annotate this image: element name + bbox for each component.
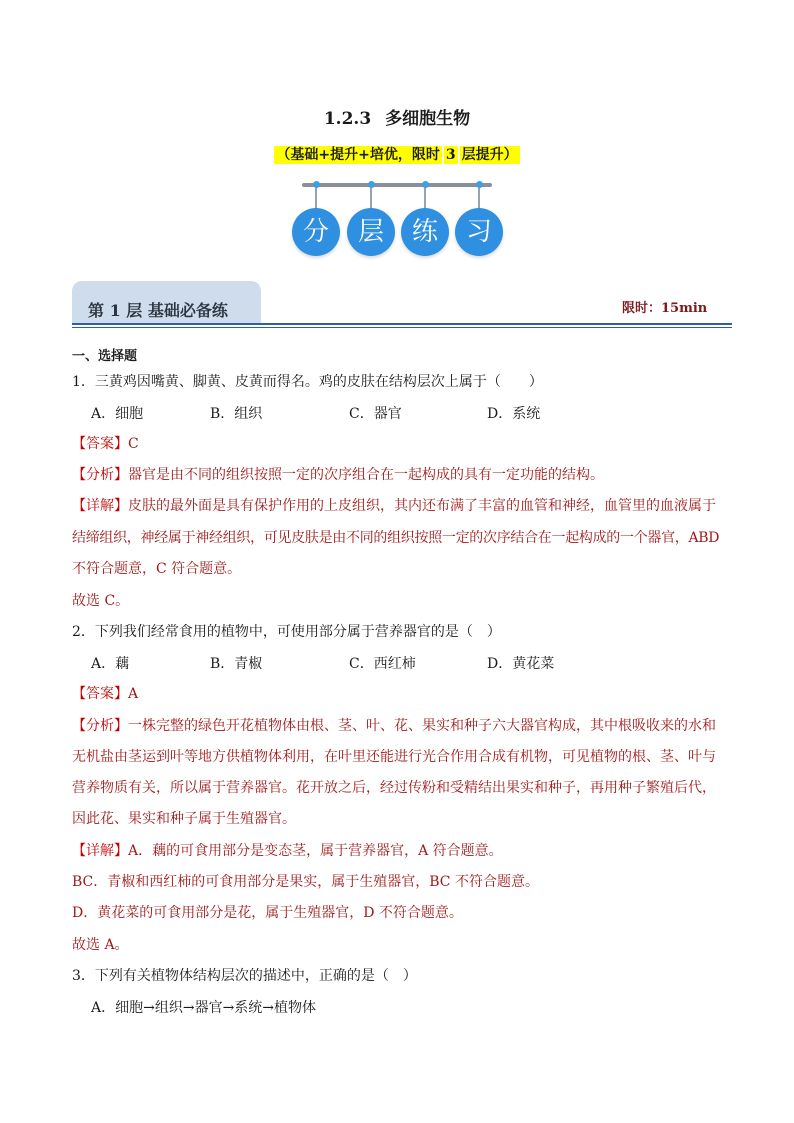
banner-rail (302, 183, 492, 187)
detail-tag: 【详解】 (72, 843, 128, 859)
heading-rule-thin (72, 327, 732, 328)
q1-option-b: B．组织 (210, 406, 263, 422)
badge-lian: 练 (401, 208, 449, 256)
title-text: 多细胞生物 (385, 109, 471, 129)
q2-analysis-line-3: 营养物质有关，所以属于营养器官。花开放之后，经过传粉和受精结出果实和种子，再用种子繁殖后代， (72, 780, 716, 796)
subtitle-part-a: （基础+提升+培优，限时 (276, 147, 440, 163)
page-title (0, 104, 794, 129)
q2-option-a: A．藕 (91, 656, 130, 672)
layer-heading: 第 1 层 基础必备练 (88, 301, 228, 320)
q1-answer (72, 434, 139, 454)
q2-detail-line-3: D．黄花菜的可食用部分是花，属于生殖器官，D 不符合题意。 (72, 905, 463, 921)
banner-stem (424, 186, 426, 210)
analysis-text: 器官是由不同的组织按照一定的次序组合在一起构成的具有一定功能的结构。 (128, 467, 604, 483)
heading-rule (72, 323, 732, 325)
q2-analysis-line-2: 无机盐由茎运到叶等地方供植物体利用，在叶里还能进行光合作用合成有机物，可见植物的根、茎、叶与 (72, 749, 716, 765)
banner-dot (476, 181, 483, 188)
section-heading: 一、选择题 (72, 349, 138, 364)
q1-detail-line-1 (72, 496, 716, 516)
answer-tag: 【答案】 (72, 436, 128, 452)
detail-tag: 【详解】 (72, 498, 128, 514)
analysis-tag: 【分析】 (72, 467, 128, 483)
banner-dot (313, 181, 320, 188)
detail-text: 皮肤的最外面是具有保护作用的上皮组织，其内还布满了丰富的血管和神经，血管里的血液属于 (128, 498, 716, 514)
q2-answer (72, 684, 138, 704)
q1-choose: 故选 C。 (72, 593, 130, 609)
q1-analysis (72, 465, 604, 485)
q2-analysis-line-4: 因此花、果实和种子属于生殖器官。 (72, 811, 296, 827)
q2-detail-line-2: BC．青椒和西红柿的可食用部分是果实，属于生殖器官，BC 不符合题意。 (72, 874, 539, 890)
banner-stem (478, 186, 480, 210)
detail-text: A．藕的可食用部分是变态茎，属于营养器官，A 符合题意。 (128, 843, 503, 859)
answer-value: C (128, 436, 139, 452)
banner-stem (315, 186, 317, 210)
q1-detail-line-3: 不符合题意，C 符合题意。 (72, 561, 242, 577)
q2-option-d: D．黄花菜 (487, 656, 555, 672)
banner-dot (422, 181, 429, 188)
q1-option-d: D．系统 (487, 406, 541, 422)
badge-ceng: 层 (347, 208, 395, 256)
q2-detail-line-1 (72, 841, 503, 861)
q1-option-c: C．器官 (349, 406, 402, 422)
answer-tag: 【答案】 (72, 686, 128, 702)
q2-option-c: C．西红柿 (349, 656, 416, 672)
title-number: 1.2.3 (323, 109, 372, 129)
banner-stem (370, 186, 372, 210)
question-1-stem: 1．三黄鸡因嘴黄、脚黄、皮黄而得名。鸡的皮肤在结构层次上属于（ ） (72, 374, 543, 390)
badge-xi: 习 (455, 208, 503, 256)
question-2-stem: 2．下列我们经常食用的植物中，可使用部分属于营养器官的是（ ） (72, 624, 501, 640)
q3-option-a: A．细胞→组织→器官→系统→植物体 (91, 1000, 317, 1016)
analysis-tag: 【分析】 (72, 718, 128, 734)
q2-option-b: B．青椒 (210, 656, 263, 672)
banner-dot (368, 181, 375, 188)
page-subtitle (0, 144, 794, 164)
q2-analysis-line-1 (72, 716, 716, 736)
question-3-stem: 3．下列有关植物体结构层次的描述中，正确的是（ ） (72, 968, 417, 984)
badge-fen: 分 (292, 208, 340, 256)
q1-option-a: A．细胞 (91, 406, 144, 422)
q1-detail-line-2: 结缔组织，神经属于神经组织，可见皮肤是由不同的组织按照一定的次序结合在一起构成的一个器官，ABD (72, 530, 720, 546)
subtitle-part-b: 3 (445, 147, 456, 163)
answer-value: A (128, 686, 139, 702)
analysis-text: 一株完整的绿色开花植物体由根、茎、叶、花、果实和种子六大器官构成，其中根吸收来的水和 (128, 718, 716, 734)
time-limit: 限时：15min (622, 301, 708, 316)
q2-choose: 故选 A。 (72, 937, 129, 953)
subtitle-part-c: 层提升） (461, 147, 518, 163)
